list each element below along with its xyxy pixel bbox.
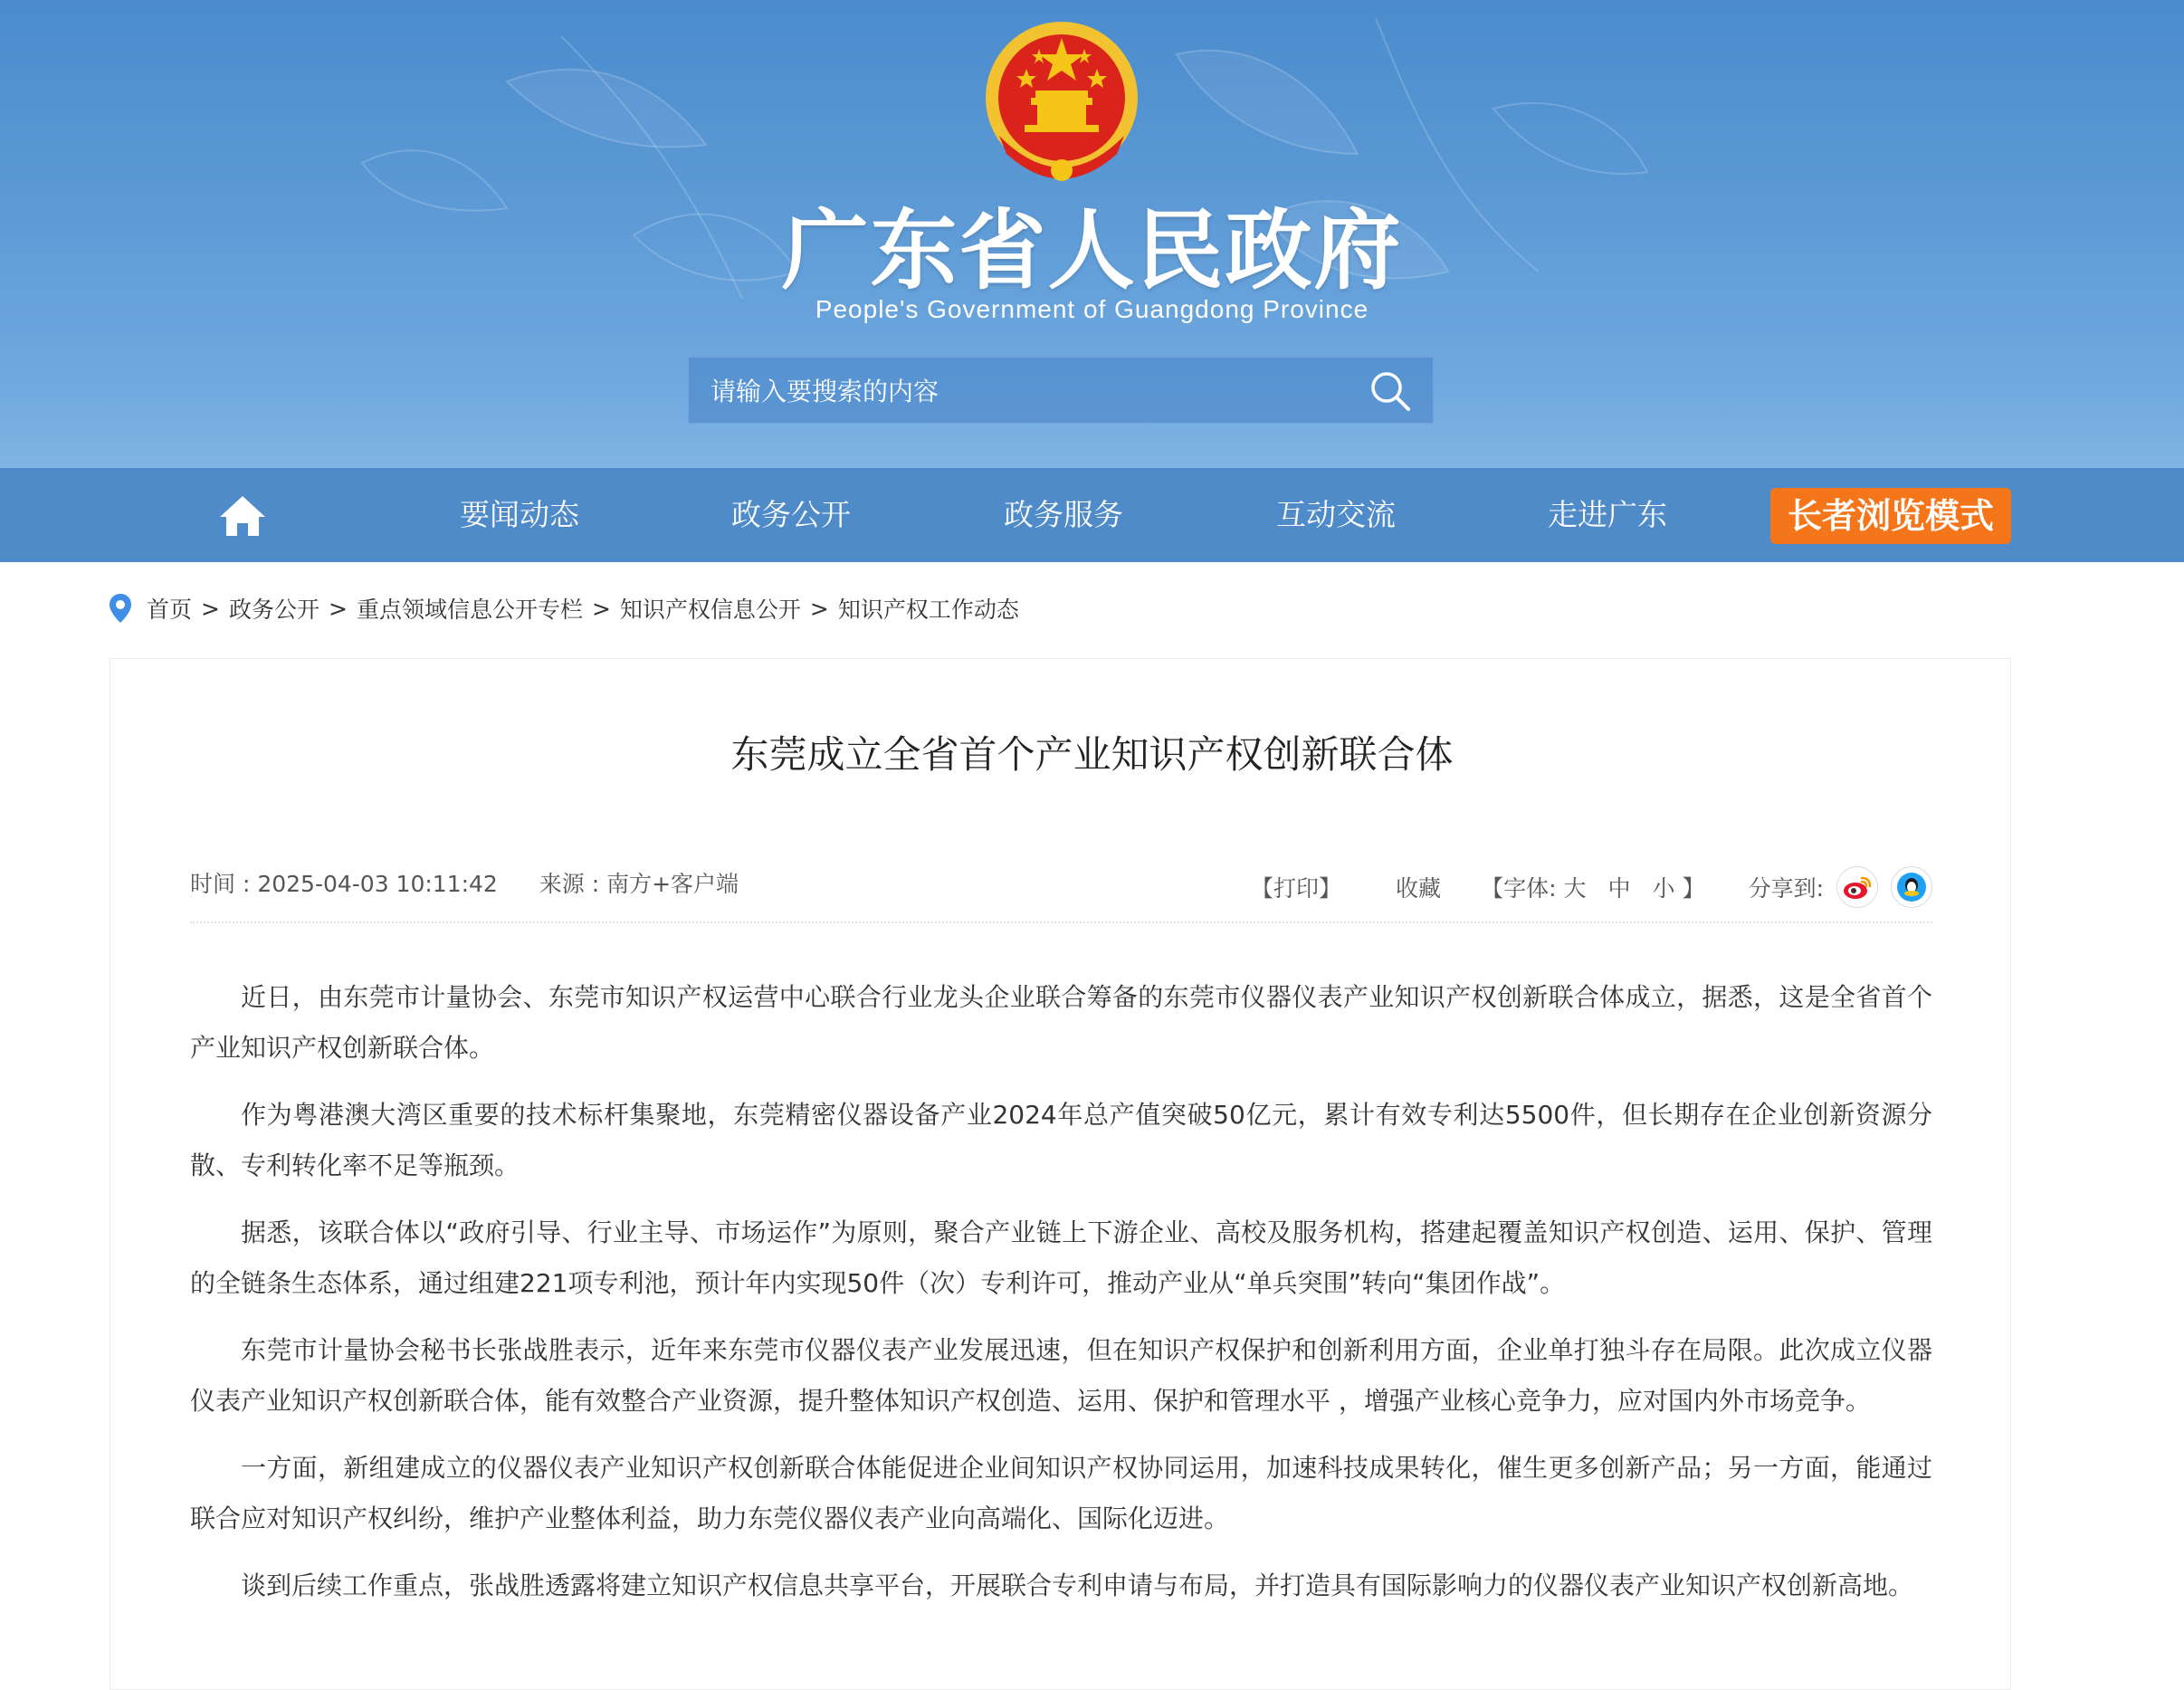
breadcrumb-key-areas[interactable]: 重点领域信息公开专栏 bbox=[356, 597, 583, 623]
breadcrumb bbox=[109, 590, 1019, 626]
breadcrumb-home[interactable]: 首页 bbox=[147, 597, 193, 623]
weibo-icon bbox=[1842, 874, 1873, 901]
header-banner bbox=[0, 0, 2184, 468]
font-size-small[interactable]: 小 bbox=[1652, 875, 1675, 902]
article-paragraph: 作为粤港澳大湾区重要的技术标杆集聚地，东莞精密仪器设备产业2024年总产值突破50亿元，累计有效专利达5500件，但长期存在企业创新资源分散、专利转化率不足等瓶颈。 bbox=[190, 1100, 1932, 1180]
print-button[interactable]: 【打印】 bbox=[1251, 875, 1342, 902]
weibo-share-icon[interactable] bbox=[1836, 866, 1878, 908]
article-paragraph: 据悉，该联合体以“政府引导、行业主导、市场运作”为原则，聚合产业链上下游企业、高校及服务机构，搭建起覆盖知识产权创造、运用、保护、管理的全链条生态体系，通过组建221项专利池，预计年内实现50件（次）专利许可，推动产业从“单兵突围”转向“集团作战”。 bbox=[190, 1217, 1932, 1298]
nav-item-about-guangdong[interactable]: 走进广东 bbox=[1548, 497, 1667, 532]
article-body bbox=[190, 972, 1932, 1628]
nav-item-gov-affairs-public[interactable]: 政务公开 bbox=[731, 497, 851, 532]
article-paragraph: 谈到后续工作重点，张战胜透露将建立知识产权信息共享平台，开展联合专利申请与布局，并打造具有国际影响力的仪器仪表产业知识产权创新高地。 bbox=[241, 1571, 1914, 1600]
site-title: 广东省人民政府 bbox=[781, 200, 1403, 301]
nav-item-gov-services[interactable]: 政务服务 bbox=[1004, 497, 1123, 532]
font-size-label-open: 【字体: bbox=[1481, 875, 1557, 902]
article-paragraph: 东莞市计量协会秘书长张战胜表示，近年来东莞市仪器仪表产业发展迅速，但在知识产权保护和创新利用方面，企业单打独斗存在局限。此次成立仪器仪表产业知识产权创新联合体，能有效整合产业资源，提升整体知识产权创造、运用、保护和管理水平 ，增强产业核心竞争力，应对国内外市场竞争。 bbox=[190, 1335, 1932, 1416]
share-label: 分享到: bbox=[1748, 875, 1824, 902]
article-source: 来源 : 南方+客户端 bbox=[539, 871, 739, 897]
favorite-button[interactable]: 收藏 bbox=[1396, 875, 1442, 902]
breadcrumb-separator: > bbox=[201, 595, 220, 622]
breadcrumb-separator: > bbox=[328, 595, 348, 622]
home-icon[interactable] bbox=[217, 493, 268, 539]
breadcrumb-ip-work-news[interactable]: 知识产权工作动态 bbox=[837, 597, 1019, 623]
breadcrumb-separator: > bbox=[809, 595, 829, 622]
main-nav bbox=[0, 468, 2184, 562]
meta-divider bbox=[190, 921, 1932, 923]
article-title: 东莞成立全省首个产业知识产权创新联合体 bbox=[730, 732, 1454, 777]
article-paragraph: 一方面，新组建成立的仪器仪表产业知识产权创新联合体能促进企业间知识产权协同运用，加速科技成果转化，催生更多创新产品；另一方面，能通过联合应对知识产权纠纷，维护产业整体利益，助力东莞仪器仪表产业向高端化、国际化迈进。 bbox=[190, 1453, 1932, 1533]
breadcrumb-gov-affairs-public[interactable]: 政务公开 bbox=[228, 597, 319, 623]
article-meta bbox=[190, 864, 1932, 919]
national-emblem bbox=[981, 18, 1142, 190]
elder-mode-button[interactable]: 长者浏览模式 bbox=[1770, 488, 2011, 544]
search-input[interactable] bbox=[689, 358, 1364, 425]
qq-share-icon[interactable] bbox=[1891, 866, 1932, 908]
breadcrumb-ip-info[interactable]: 知识产权信息公开 bbox=[619, 597, 801, 623]
font-size-label-close: 】 bbox=[1682, 875, 1705, 902]
qq-icon bbox=[1896, 872, 1927, 902]
font-size-large[interactable]: 大 bbox=[1563, 875, 1587, 902]
article-paragraph: 近日，由东莞市计量协会、东莞市知识产权运营中心联合行业龙头企业联合筹备的东莞市仪器仪表产业知识产权创新联合体成立，据悉，这是全省首个产业知识产权创新联合体。 bbox=[190, 982, 1932, 1063]
search-box bbox=[688, 357, 1434, 424]
publish-time: 时间 : 2025-04-03 10:11:42 bbox=[190, 871, 498, 897]
nav-item-interaction[interactable]: 互动交流 bbox=[1276, 497, 1396, 532]
font-size-medium[interactable]: 中 bbox=[1607, 875, 1631, 902]
site-subtitle: People's Government of Guangdong Province bbox=[815, 295, 1369, 323]
search-icon[interactable] bbox=[1368, 368, 1413, 414]
location-pin-icon bbox=[109, 593, 132, 624]
nav-item-news[interactable]: 要闻动态 bbox=[460, 497, 579, 532]
breadcrumb-separator: > bbox=[591, 595, 611, 622]
